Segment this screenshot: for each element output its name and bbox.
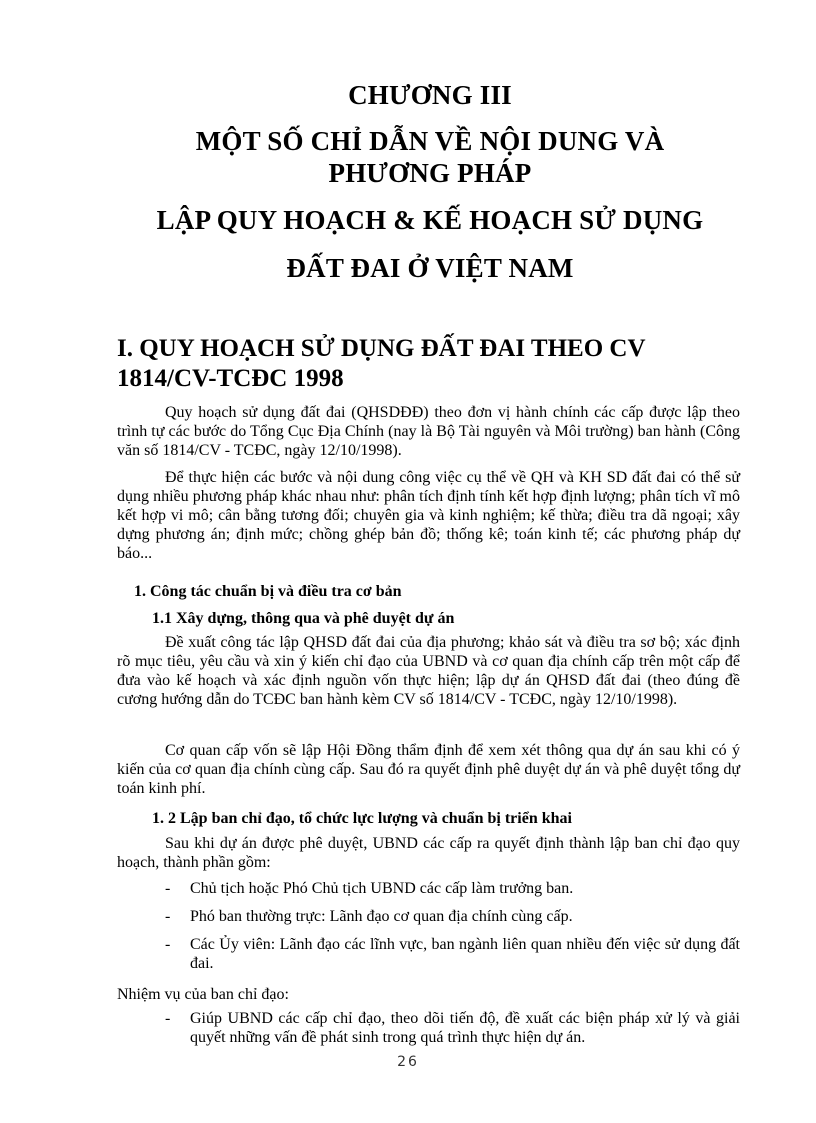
list-item — [165, 1009, 740, 1047]
list-item — [165, 935, 740, 973]
section-paragraph-1: Quy hoạch sử dụng đất đai (QHSDĐĐ) theo đơn vị hành chính các cấp được lập theo trình tự các bước do Tổng Cục Địa Chính (nay là Bộ Tài nguyên và Môi trường) ban hành (Công văn số 1814/CV - TCĐC, ngày 12/10/1998). — [117, 404, 740, 459]
list-dash: - — [165, 1010, 171, 1027]
list-item-text: Chủ tịch hoặc Phó Chủ tịch UBND các cấp làm trưởng ban. — [190, 880, 574, 897]
list-dash: - — [165, 880, 171, 897]
chapter-title-line-4: ĐẤT ĐAI Ở VIỆT NAM — [286, 253, 574, 283]
subsection-heading: 1. Công tác chuẩn bị và điều tra cơ bản — [134, 583, 402, 600]
chapter-title-line-3: LẬP QUY HOẠCH & KẾ HOẠCH SỬ DỤNG — [156, 205, 704, 235]
list-item — [165, 879, 740, 898]
section-heading-line-2: 1814/CV-TCĐC 1998 — [117, 365, 344, 392]
page-number: 26 — [397, 1054, 419, 1070]
subsection-1-1-heading: 1.1 Xây dựng, thông qua và phê duyệt dự án — [152, 610, 455, 627]
subsection-1-2-heading: 1. 2 Lập ban chỉ đạo, tổ chức lực lượng và chuẩn bị triển khai — [152, 810, 572, 827]
subsection-1-1-paragraph-1: Đề xuất công tác lập QHSD đất đai của địa phương; khảo sát và điều tra sơ bộ; xác định rõ mục tiêu, yêu cầu và xin ý kiến chỉ đạo của UBND và cơ quan địa chính cấp trên một cấp để đưa vào kế hoạch và xác định nguồn vốn thực hiện; lập dự án QHSD đất đai (theo đúng đề cương hướng dẫn do TCĐC ban hành kèm CV số 1814/CV - TCĐC, ngày 12/10/1998). — [117, 634, 740, 708]
list-item-text: Phó ban thường trực: Lãnh đạo cơ quan địa chính cùng cấp. — [190, 908, 573, 925]
list-dash: - — [165, 908, 171, 925]
list-dash: - — [165, 936, 171, 953]
list-item-text: Các Ủy viên: Lãnh đạo các lĩnh vực, ban ngành liên quan nhiều đến việc sử dụng đất đai. — [190, 936, 740, 972]
duties-label: Nhiệm vụ của ban chỉ đạo: — [117, 986, 289, 1003]
subsection-1-1-paragraph-2: Cơ quan cấp vốn sẽ lập Hội Đồng thẩm định để xem xét thông qua dự án sau khi có ý kiến của cơ quan địa chính cùng cấp. Sau đó ra quyết định phê duyệt dự án và phê duyệt tổng dự toán kinh phí. — [117, 742, 740, 797]
section-paragraph-2: Để thực hiện các bước và nội dung công việc cụ thể về QH và KH SD đất đai có thể sử dụng nhiều phương pháp khác nhau như: phân tích định tính kết hợp định lượng; phân tích vĩ mô kết hợp vi mô; cân bằng tương đối; chuyên gia và kinh nghiệm; kế thừa; điều tra dã ngoại; xây dựng phương án; định mức; chồng ghép bản đồ; thống kê; toán kinh tế; các phương pháp dự báo... — [117, 469, 740, 562]
section-heading-line-1: I. QUY HOẠCH SỬ DỤNG ĐẤT ĐAI THEO CV — [117, 335, 646, 362]
chapter-title-line-2: PHƯƠNG PHÁP — [328, 158, 532, 188]
list-item-text: Giúp UBND các cấp chỉ đạo, theo dõi tiến độ, đề xuất các biện pháp xử lý và giải quyết những vấn đề phát sinh trong quá trình thực hiện dự án. — [190, 1010, 740, 1046]
chapter-number: CHƯƠNG III — [348, 80, 512, 110]
chapter-title-line-1: MỘT SỐ CHỈ DẪN VỀ NỘI DUNG VÀ — [195, 126, 665, 156]
list-item — [165, 907, 740, 926]
subsection-1-2-paragraph: Sau khi dự án được phê duyệt, UBND các cấp ra quyết định thành lập ban chỉ đạo quy hoạch, thành phần gồm: — [117, 835, 740, 871]
